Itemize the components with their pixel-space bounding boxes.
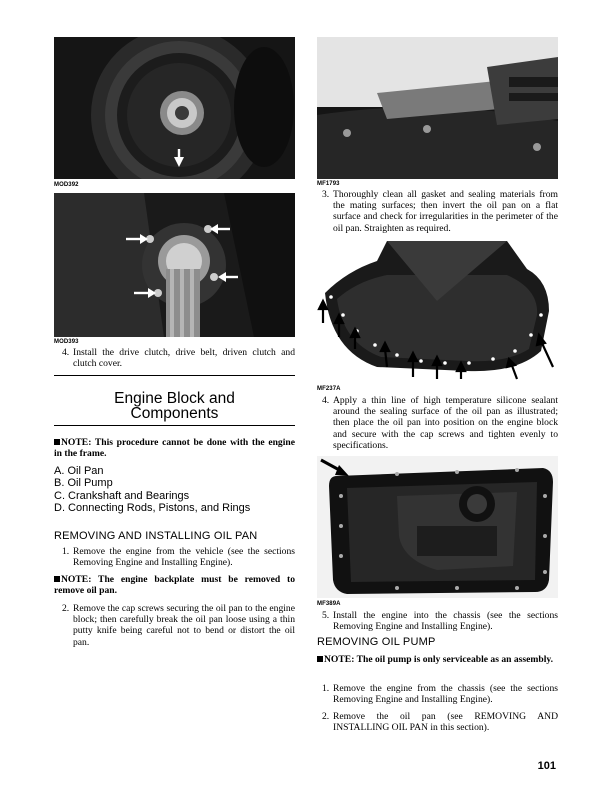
step-number: 4.	[62, 347, 70, 358]
section-title-line-2: Components	[130, 405, 219, 422]
step-number: 5.	[322, 610, 330, 621]
section-title-line-1: Engine Block and	[114, 390, 235, 407]
note-engine-in-frame	[54, 437, 295, 459]
section-title	[54, 391, 295, 421]
note-bullet-icon	[54, 439, 60, 445]
figure-caption: MF237A	[317, 386, 341, 392]
step-text: Thoroughly clean all gasket and sealing materials from the mating surfaces; then invert the oil pan on a flat surface and check for irregularities in the perimeter of the oil pan. Straighten as required.	[333, 189, 558, 234]
step-number: 3.	[322, 189, 330, 200]
note-text: NOTE: The engine backplate must be removed to remove oil pan.	[54, 574, 295, 597]
photo-oil-pan-installed	[317, 456, 558, 598]
list-item: A. Oil Pan	[54, 465, 104, 477]
list-item: D. Connecting Rods, Pistons, and Rings	[54, 502, 251, 515]
step-text: Apply a thin line of high temperature silicone sealant around the sealing surface of the oil pan as illustrated; then place the oil pan into position on the engine block and secure with the cap screws and tighten evenly to specifications.	[333, 395, 558, 451]
step-text: Remove the engine from the vehicle (see the sections Removing Engine and Installing Engine).	[73, 546, 295, 569]
figure-caption: MOD392	[54, 182, 79, 188]
photo-drive-clutch-shaft	[54, 37, 295, 179]
subhead-oil-pump: REMOVING OIL PUMP	[317, 636, 436, 648]
note-oil-pump-assembly	[317, 654, 558, 665]
step-text: Install the drive clutch, drive belt, driven clutch and clutch cover.	[73, 347, 295, 370]
note-text: NOTE: This procedure cannot be done with the engine in the frame.	[54, 437, 295, 460]
subhead-oil-pan: REMOVING AND INSTALLING OIL PAN	[54, 530, 258, 542]
note-bullet-icon	[317, 656, 323, 662]
step-text: Install the engine into the chassis (see the sections Removing Engine and Installing Engine).	[333, 610, 558, 633]
photo-cap-screws-shaft	[54, 193, 295, 337]
note-bullet-icon	[54, 576, 60, 582]
page-number: 101	[537, 760, 556, 772]
figure-caption: MOD393	[54, 339, 79, 345]
step-number: 2.	[62, 603, 70, 614]
figure-caption: MF1793	[317, 181, 340, 187]
list-item: B. Oil Pump	[54, 477, 113, 490]
note-backplate	[54, 574, 295, 596]
step-text: Remove the oil pan (see REMOVING AND INSTALLING OIL PAN in this section).	[333, 711, 558, 734]
figure-caption: MF389A	[317, 601, 341, 607]
note-text: NOTE: The oil pump is only serviceable as an assembly.	[324, 654, 554, 665]
step-number: 4.	[322, 395, 330, 406]
step-text: Remove the engine from the chassis (see the sections Removing Engine and Installing Engine).	[333, 683, 558, 706]
photo-putty-knife-oil-pan	[317, 37, 558, 179]
step-number: 1.	[62, 546, 70, 557]
step-number: 1.	[322, 683, 330, 694]
section-rule-bottom	[54, 425, 295, 426]
step-text: Remove the cap screws securing the oil pan to the engine block; then carefully break the oil pan loose using a thin putty knife being careful not to bend or distort the oil pan.	[73, 603, 295, 648]
component-list	[54, 465, 295, 515]
list-item: C. Crankshaft and Bearings	[54, 489, 190, 502]
section-rule-top	[54, 375, 295, 376]
step-number: 2.	[322, 711, 330, 722]
photo-oil-pan-sealant	[317, 241, 558, 383]
